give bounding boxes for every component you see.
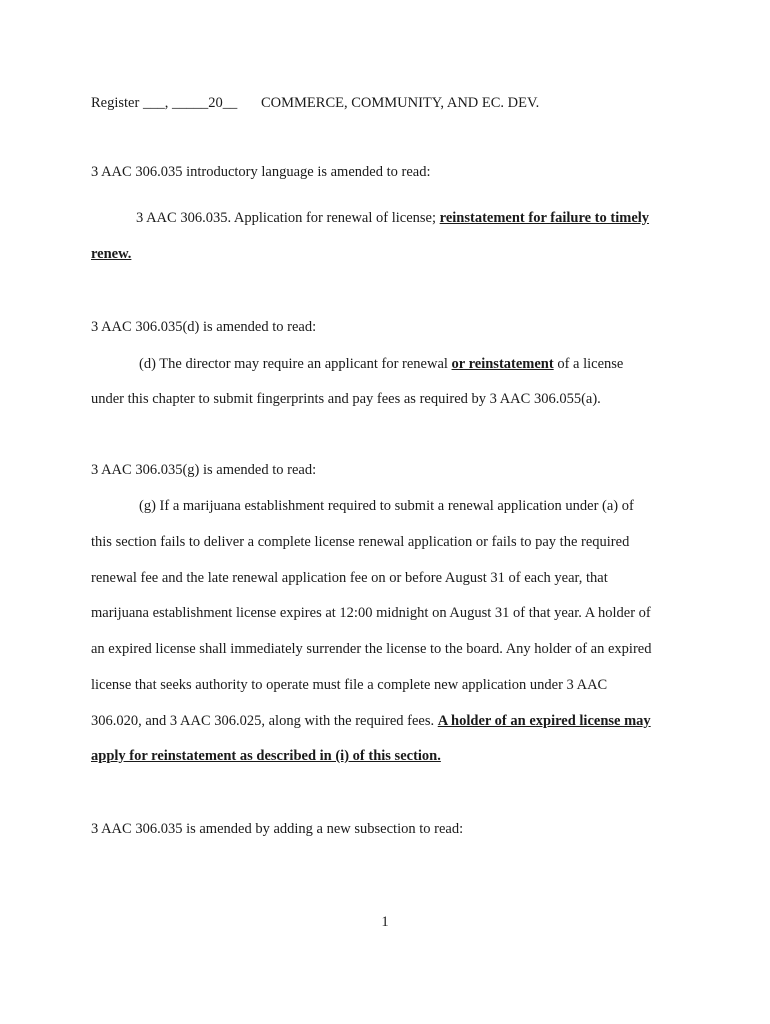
g-line-2: this section fails to deliver a complete license renewal application or fails to pay the required <box>91 534 630 550</box>
g-line-6: license that seeks authority to operate must file a complete new application under 3 AAC <box>91 677 608 693</box>
g-line-3: renewal fee and the late renewal application fee on or before August 31 of each year, that <box>91 570 608 586</box>
intro-heading-line-1 <box>136 209 649 227</box>
d-text-1c: of a license <box>553 356 624 372</box>
d-text-line-2: under this chapter to submit fingerprints and pay fees as required by 3 AAC 306.055(a). <box>91 391 601 407</box>
intro-instruction: 3 AAC 306.035 introductory language is amended to read: <box>91 164 431 180</box>
d-text-line-1 <box>139 355 623 373</box>
g-line-7-plain: 306.020, and 3 AAC 306.025, along with the required fees. <box>91 713 438 729</box>
d-text-added: or reinstatement <box>451 356 554 372</box>
d-instruction: 3 AAC 306.035(d) is amended to read: <box>91 319 317 335</box>
g-line-7 <box>91 712 651 730</box>
intro-heading-plain: 3 AAC 306.035. Application for renewal of license; <box>136 210 440 226</box>
g-line-7-added: A holder of an expired license may <box>437 713 651 729</box>
g-line-8-added: apply for reinstatement as described in (i) of this section. <box>91 748 441 764</box>
new-subsection-instruction: 3 AAC 306.035 is amended by adding a new subsection to read: <box>91 821 464 837</box>
g-line-4: marijuana establishment license expires at 12:00 midnight on August 31 of that year. A holder of <box>91 605 651 621</box>
register-header: Register ___, _____20__ <box>91 95 238 111</box>
intro-heading-line-2: renew. <box>91 246 132 262</box>
g-line-1: (g) If a marijuana establishment required to submit a renewal application under (a) of <box>139 498 634 514</box>
d-text-1a: (d) The director may require an applicant for renewal <box>139 356 452 372</box>
page-number: 1 <box>381 914 389 930</box>
g-instruction: 3 AAC 306.035(g) is amended to read: <box>91 462 317 478</box>
department-header: COMMERCE, COMMUNITY, AND EC. DEV. <box>261 95 540 111</box>
intro-heading-added: reinstatement for failure to timely <box>439 210 650 226</box>
g-line-5: an expired license shall immediately surrender the license to the board. Any holder of an expired <box>91 641 652 657</box>
